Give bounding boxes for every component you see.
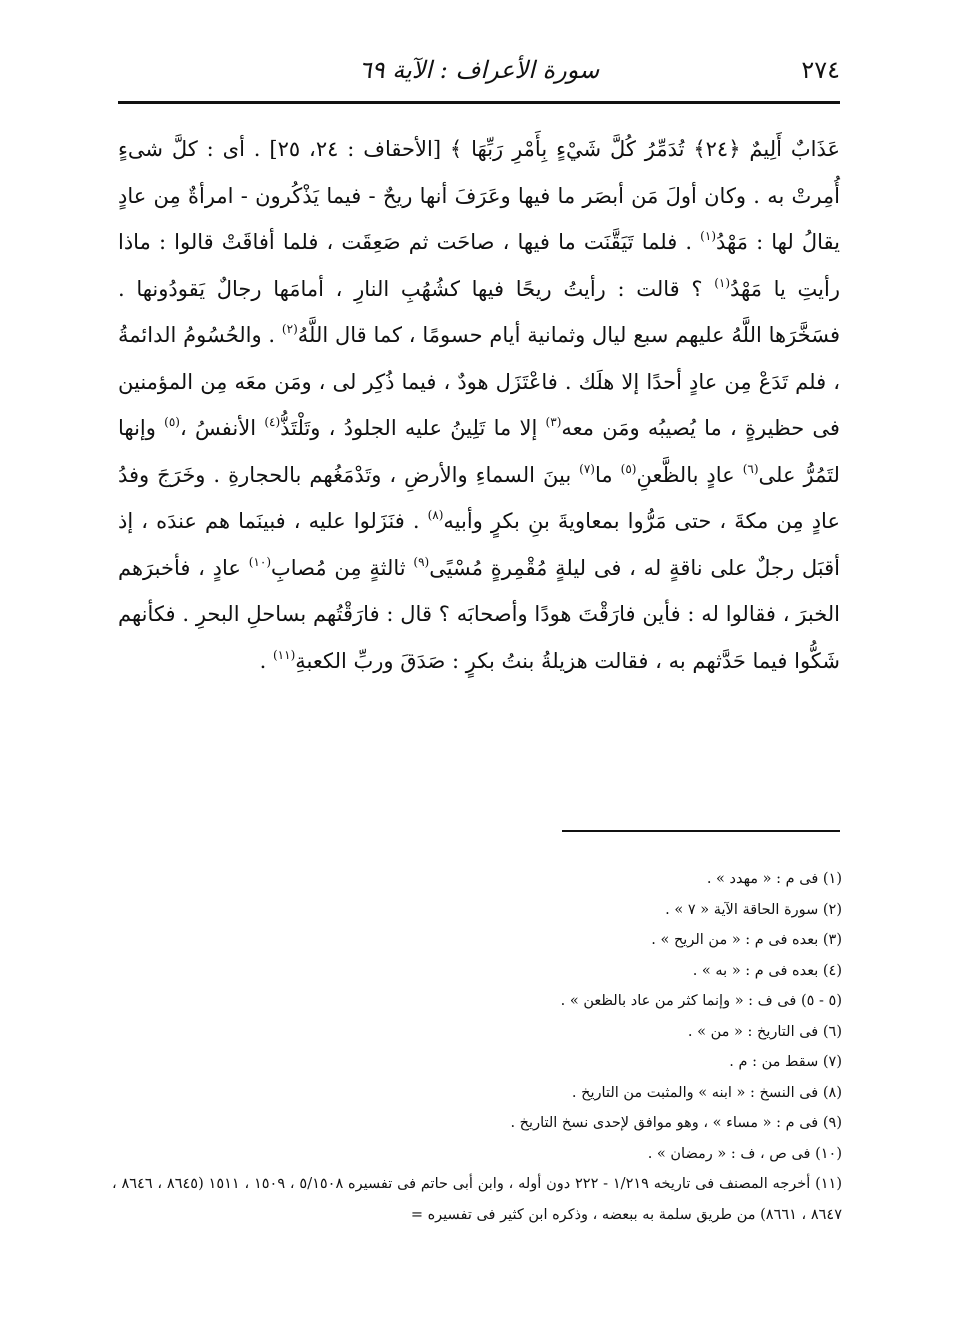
text-segment: عَذَابٌ أَلِيمٌ ﴿٢٤﴾ تُدَمِّرُ كُلَّ شَيْءٍ بِأَمْرِ رَبِّهَا ﴾ [الأحقاف : ٢٤، ٢٥] . أى : كلَّ شىءٍ أُمِرتْ به . وكان أولَ مَن أبصَر ما فيها وعَرَفَ أنها ريحٌ - فيما يَذْكُرون - امرأةٌ مِن عادٍ يقالُ لها : مَهْدُ	[118, 137, 841, 254]
footnote-text: فى النسخ : « ابنه » والمثبت من التاريخ .	[571, 1084, 819, 1101]
note-mark: (٤)	[264, 415, 281, 429]
footnotes	[112, 864, 842, 1230]
note-mark: (٥)	[620, 461, 637, 476]
footnote-text: بعده فى م : « به » .	[692, 962, 819, 979]
text-segment: . فلما تَيَقَّنَت ما فيها ، صاحَت ثم صَعِقَت ، فلما أفاقَتْ قالوا : ماذا رأيتِ يا مَهْدُ	[118, 230, 840, 301]
footnote-text: أخرجه المصنف فى تاريخه ١/٢١٩ - ٢٢٢ دون أوله ، وابن أبى حاتم فى تفسيره ٥/١٥٠٨ ، ١٥٠٩ ، ١٥١١ (٨٦٤٥ ، ٨٦٤٦ ، ٨٦٤٧ ، ٨٦٦١) من طريق سلمة به ببعضه ، وذكره ابن كثير فى تفسيره =	[112, 1176, 842, 1223]
footnote-text: فى التاريخ : « من » .	[687, 1023, 819, 1040]
footnote-number: (٧)	[822, 1054, 842, 1070]
footnote	[112, 925, 842, 956]
note-mark: (٧)	[579, 461, 595, 476]
note-mark: (٩)	[413, 554, 430, 569]
text-segment: . والحُسُومُ الدائمةُ ، فلم تَدَعْ مِن عادٍ أحدًا إلا هلَك . فاعْتَزَل هودٌ ، فيما ذُكِر لى ، ومَن معَه مِن المؤمنين فى حظيرةٍ ، ما يُصيبُه ومَن معه	[118, 323, 840, 440]
main-text	[118, 126, 840, 684]
footnote-text: فى ص ، ف : « رمضان » .	[647, 1145, 811, 1162]
header-rule	[118, 101, 840, 104]
footnote	[112, 956, 842, 987]
footnote-number: (٢)	[822, 901, 842, 918]
footnote	[112, 1108, 842, 1139]
note-mark: (١)	[714, 275, 731, 290]
footnote	[112, 1169, 842, 1230]
footnote-text: فى ف : « وإنما كثر من عاد بالظعن » .	[560, 993, 797, 1009]
footnote	[112, 1017, 842, 1048]
text-segment: ثالثةٍ مِن مُصابِ	[271, 555, 406, 580]
text-segment: وإنها لتَمُرُّ على	[118, 416, 840, 487]
note-mark: (٥)	[164, 415, 180, 429]
note-mark: (٨)	[427, 508, 444, 522]
body-paragraph	[118, 126, 840, 684]
footnote	[112, 1139, 842, 1170]
footnote	[112, 986, 842, 1017]
footnote	[112, 1078, 842, 1109]
text-segment: بينَ السماءِ والأرضِ ، وتَدْمَغُهم بالحجارةِ . وخَرَجَ وفدُ عادٍ مِن مكةَ ، حتى مَرُّوا بمعاويةَ بنِ بكرٍ وأبيه	[118, 462, 840, 533]
footnote-number: (٦)	[822, 1023, 842, 1040]
page-header	[118, 52, 840, 98]
footnote-rule	[562, 830, 840, 832]
note-mark: (٢)	[281, 322, 298, 336]
text-segment: عادٍ ، فأخبرَهم الخبرَ ، فقالوا له : فأين فارَقْتَ هودًا وأصحابَه ؟ قال : فارَقْتُهم بساحلِ البحرِ . فكأنهم شَكُّوا فيما حَدَّثهم به ، فقالت هزيلةُ بنتُ بكرٍ : صَدَقَ وربِّ الكعبةِ	[118, 555, 840, 673]
note-mark: (١١)	[272, 647, 296, 662]
footnote-number: (٣)	[822, 932, 842, 948]
footnote-number: (١٠)	[815, 1145, 842, 1162]
footnote-number: (١١)	[815, 1176, 842, 1192]
footnote-number: (٤)	[822, 962, 842, 979]
note-mark: (٣)	[545, 415, 562, 429]
footnote-number: (٨)	[822, 1084, 842, 1101]
footnote	[112, 864, 842, 895]
footnote-text: سورة الحاقة الآية « ٧ » .	[665, 901, 819, 918]
footnote	[112, 895, 842, 926]
text-segment: ؟ قالت : رأيتُ ريحًا فيها كشُهُبِ النارِ ، أمامَها رجالٌ يَقودُونها . فسَخَّرَها اللَّهُ عليهم سبع ليال وثمانية أيام حسومًا ، كما قال اللَّهُ	[118, 276, 840, 347]
note-mark: (١)	[700, 229, 716, 243]
text-segment: . فنَزَلوا عليه ، فبينَما هم عندَه ، إذ أقبَل رجلٌ على ناقةٍ له ، فى ليلةٍ مُقْمِرةٍ مُسْيًى	[118, 509, 840, 580]
text-segment: الأنفسُ ،	[179, 416, 257, 440]
text-segment: .	[259, 648, 267, 673]
text-segment: إلا ما تَلِينُ عليه الجلودُ ، وتَلْتَذُّ	[280, 416, 538, 440]
note-mark: (١٠)	[248, 554, 271, 569]
footnote-number: (١)	[822, 871, 842, 887]
text-segment: ما	[594, 462, 613, 487]
footnote-text: بعده فى م : « من الريح » .	[651, 932, 819, 948]
running-title: سورة الأعراف : الآية ٦٩	[358, 56, 600, 84]
text-segment: عادٍ بالظَّعنِ	[636, 462, 735, 487]
note-mark: (٦)	[742, 461, 759, 476]
footnote-text: فى م : « مهدد » .	[706, 871, 819, 887]
page-number: ٢٧٤	[801, 56, 840, 84]
footnote-number: (٥ - ٥)	[800, 993, 842, 1009]
footnote-text: سقط من : م .	[729, 1054, 819, 1070]
footnote-number: (٩)	[822, 1115, 842, 1131]
footnote-text: فى م : « مساء » ، وهو موافق لإحدى نسخ التاريخ .	[510, 1115, 819, 1131]
footnote	[112, 1047, 842, 1078]
